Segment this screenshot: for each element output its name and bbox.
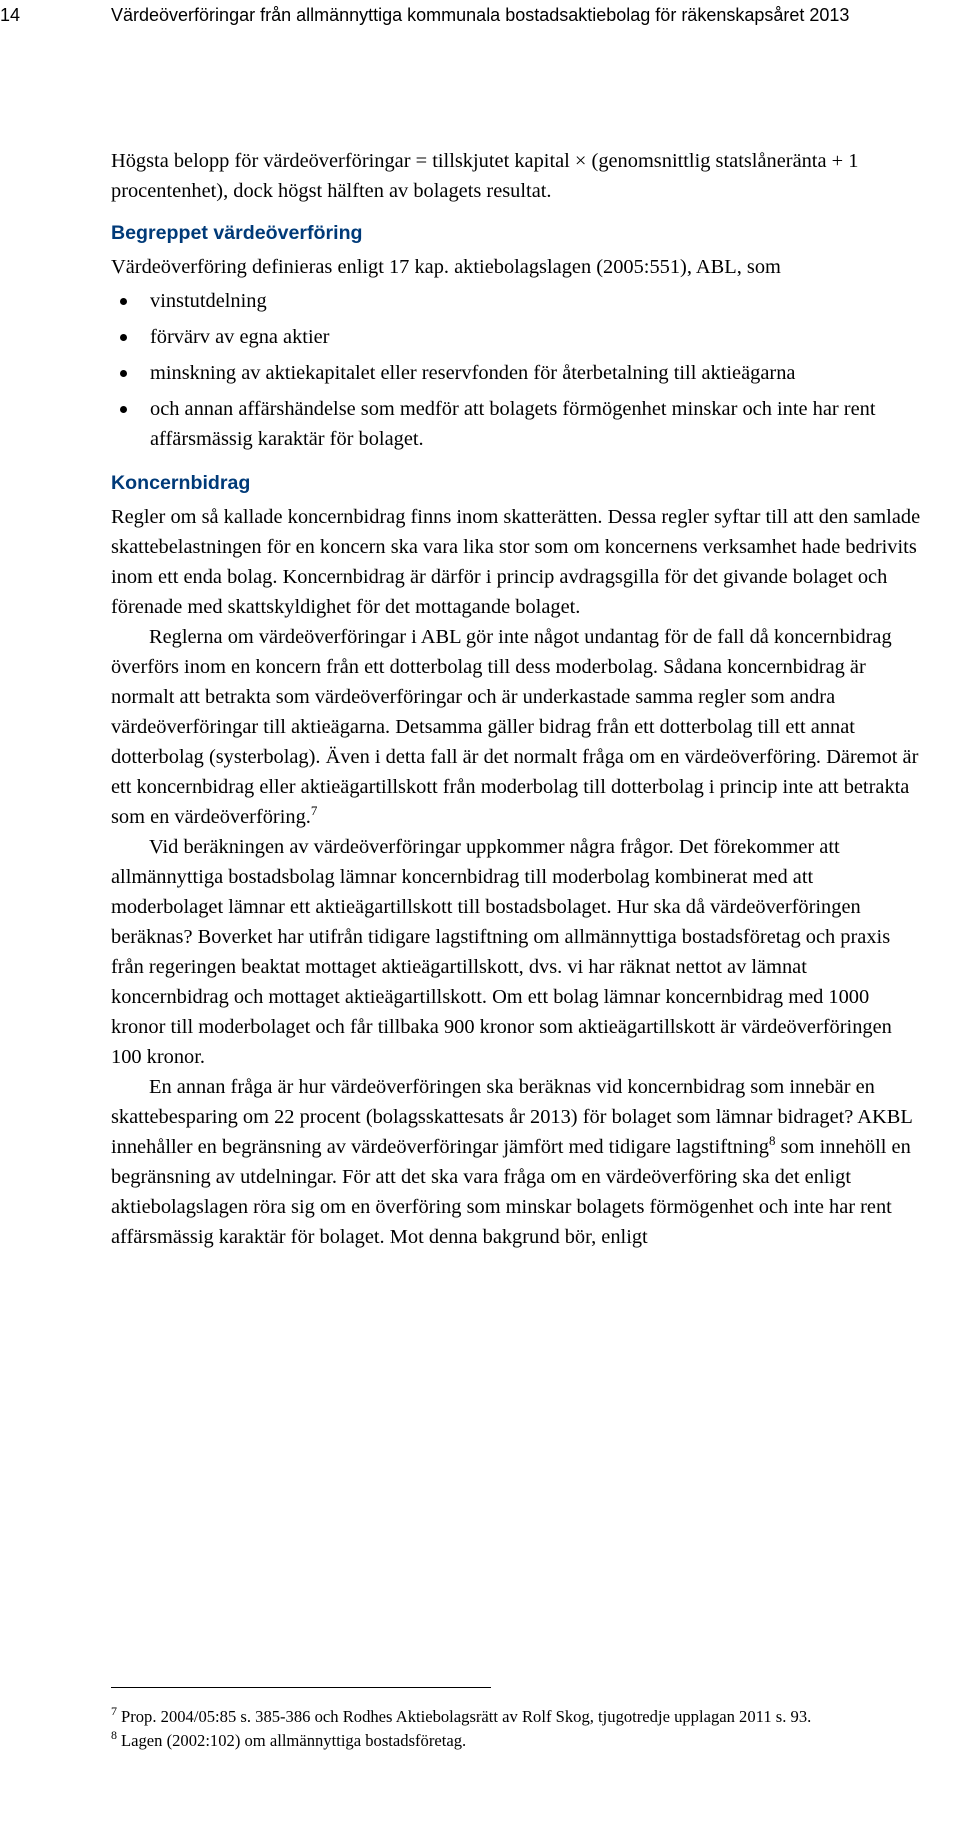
list-item: vinstutdelning [150,286,921,316]
definition-lead-paragraph: Värdeöverföring definieras enligt 17 kap. aktiebolagslagen (2005:551), ABL, som [111,256,781,278]
list-item: och annan affärshändelse som medför att bolagets förmögenhet minskar och inte har rent affärsmässig karaktär för bolaget. [150,394,921,454]
footnote-item [111,1729,941,1753]
paragraph: Reglerna om värdeöverföringar i ABL gör inte något undantag för de fall då koncernbidrag överförs inom en koncern från ett dotterbolag till dess moderbolag. Sådana koncernbidrag är normalt att betrakta som värdeöverföringar och är underkastade samma regler som andra värdeöverföringar till aktieägarna. Detsamma gäller bidrag från ett dotterbolag till ett annat dotterbolag (systerbolag). Även i detta fall är det normalt fråga om en värdeöverföring. Däremot är ett koncernbidrag eller aktieägartillskott från moderbolag till dotterbolag i princip inte att betrakta som en värdeöverföring.$^7$ [111,626,919,828]
paragraph: En annan fråga är hur värdeöverföringen ska beräknas vid koncernbidrag som innebär en skattebesparing om 22 procent (bolagsskattesats år 2013) för bolaget som lämnar bidraget? AKBL innehåller en begränsning av värdeöverföringar jämfört med tidigare lagstiftning$^8$ som innehöll en begränsning av utdelningar. För att det ska vara fråga om en värdeöverföring ska det enligt aktiebolagslagen röra sig om en överföring som minskar bolagets förmögenhet och inte har rent affärsmässig karaktär för bolaget. Mot denna bakgrund bör, enligt [111,1076,913,1248]
footnote-ref-8[interactable]: 8 [768,1133,776,1148]
footnote-number: 8 [111,1728,117,1742]
definition-list [111,286,921,454]
footnotes [111,1705,941,1753]
intro-formula-paragraph: Högsta belopp för värdeöverföringar = tillskjutet kapital × (genomsnittlig statslåneränta + 1 procentenhet), dock högst hälften av bolagets resultat. [111,150,859,202]
list-item: minskning av aktiekapitalet eller reservfonden för återbetalning till aktieägarna [150,358,921,388]
footnote-text: Prop. 2004/05:85 s. 385-386 och Rodhes Aktiebolagsrätt av Rolf Skog, tjugotredje upplagan 2011 s. 93. [121,1707,812,1726]
page-body [111,146,921,1252]
paragraph: Regler om så kallade koncernbidrag finns inom skatterätten. Dessa regler syftar till att den samlade skattebelastningen för en koncern ska vara lika stor som om koncernens verksamhet hade bedrivits inom ett enda bolag. Koncernbidrag är därför i princip avdragsgilla för det givande bolaget och förenade med skattskyldighet för det mottagande bolaget. [111,506,921,618]
page-number: 14 [0,5,21,25]
footnote-ref-7[interactable]: 7 [310,803,318,818]
bullet-icon [120,334,127,341]
section-heading-vardeoverforing: Begreppet värdeöverföring [111,222,363,244]
footnote-divider [111,1687,491,1688]
footnote-number: 7 [111,1704,117,1718]
bullet-icon [120,298,127,305]
paragraph: Vid beräkningen av värdeöverföringar uppkommer några frågor. Det förekommer att allmännyttiga bostadsbolag lämnar koncernbidrag till moderbolag kombinerat med att moderbolaget lämnar ett aktieägartillskott till bostadsbolaget. Hur ska då värdeöverföringen beräknas? Boverket har utifrån tidigare lagstiftning om allmännyttiga bostadsföretag och praxis från regeringen beaktat mottaget aktieägartillskott, dvs. vi har räknat nettot av lämnat koncernbidrag och mottaget aktieägartillskott. Om ett bolag lämnar koncernbidrag med 1000 kronor till moderbolaget och får tillbaka 900 kronor som aktieägartillskott är värdeöverföringen 100 kronor. [111,836,892,1068]
bullet-icon [120,406,127,413]
running-header [0,0,960,60]
footnote-item [111,1705,941,1729]
running-title: Värdeöverföringar från allmännyttiga kommunala bostadsaktiebolag för räkenskapsåret 2013 [111,5,850,25]
footnote-text: Lagen (2002:102) om allmännyttiga bostadsföretag. [121,1731,467,1750]
bullet-icon [120,370,127,377]
section-heading-koncernbidrag: Koncernbidrag [111,472,251,494]
list-item: förvärv av egna aktier [150,322,921,352]
